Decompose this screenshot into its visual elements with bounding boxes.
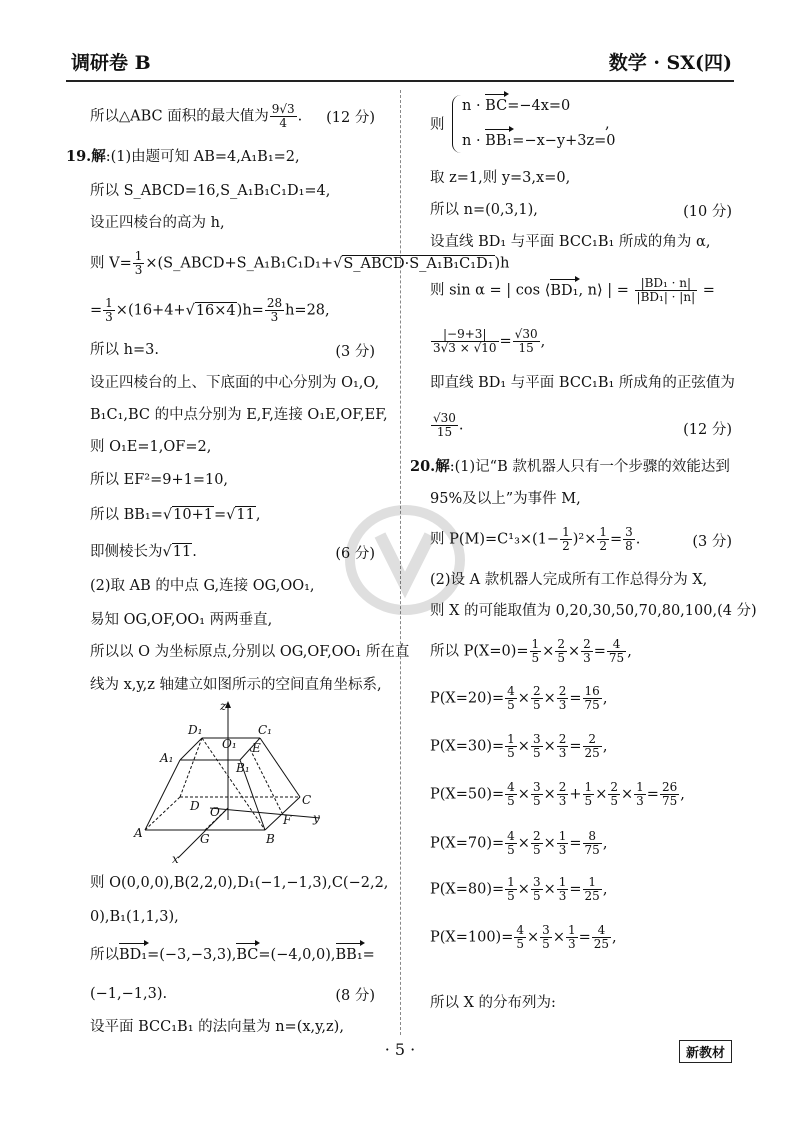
- numerator: 8: [583, 830, 602, 844]
- text-line: 所以 n=(0,3,1),: [430, 202, 538, 218]
- numerator: 3: [625, 525, 633, 539]
- text: )h=: [236, 302, 264, 319]
- fraction: [607, 638, 626, 665]
- numerator: 3: [532, 732, 541, 746]
- fraction: [530, 638, 542, 665]
- text-line: 则 X 的可能取值为 0,20,30,50,70,80,100,(4 分): [430, 603, 757, 619]
- formula-line: 即侧棱长为√11.: [90, 544, 197, 560]
- fraction: [634, 781, 646, 808]
- label-A1: A₁: [160, 751, 174, 765]
- score: (12 分): [326, 110, 375, 126]
- denominator: 3√3 × √10: [433, 341, 497, 355]
- text: =: [609, 531, 623, 548]
- vector: BC: [236, 947, 259, 963]
- text-line: 所以以 O 为坐标原点,分别以 OG,OF,OO₁ 所在直: [90, 644, 410, 660]
- radicand: S_ABCD·S_A₁B₁C₁D₁: [343, 255, 494, 272]
- fraction: [557, 733, 569, 760]
- radicand: 11: [236, 507, 255, 523]
- fraction: [597, 526, 609, 553]
- numerator: 1: [584, 780, 593, 794]
- denominator: 5: [610, 794, 618, 808]
- fraction: [583, 830, 602, 857]
- equals-sign: =: [569, 738, 582, 755]
- fraction: [557, 830, 569, 857]
- denominator: 5: [532, 794, 541, 808]
- times-sign: ×: [543, 738, 556, 755]
- label-F: F: [283, 813, 292, 827]
- fraction: [505, 733, 517, 760]
- numerator: 2: [532, 684, 541, 698]
- denominator: 5: [507, 843, 515, 857]
- fraction: [505, 876, 517, 903]
- numerator: 1: [562, 525, 570, 539]
- numerator: 2: [558, 732, 567, 746]
- denominator: 25: [593, 937, 610, 951]
- denominator: 3: [583, 651, 591, 665]
- denominator: 4: [279, 116, 288, 130]
- numerator: 2: [610, 780, 618, 794]
- fraction: [514, 924, 526, 951]
- fraction: [265, 297, 284, 324]
- formula-line: [430, 328, 545, 355]
- text: n ·: [462, 133, 486, 149]
- times-sign: ×: [543, 690, 556, 707]
- numerator: 1: [567, 923, 576, 937]
- text: 所以△ABC 面积的最大值为: [90, 108, 269, 125]
- probability-line: [430, 830, 607, 857]
- denominator: 3: [270, 310, 279, 324]
- label-E: E: [252, 741, 261, 755]
- numerator: 1: [507, 875, 515, 889]
- fraction: [608, 781, 620, 808]
- denominator: 5: [507, 794, 515, 808]
- equation-line: [462, 131, 616, 151]
- label-B1: B₁: [236, 761, 250, 775]
- edge-A1D1: [180, 738, 202, 760]
- times-sign: ×: [517, 738, 530, 755]
- denominator: 5: [532, 746, 541, 760]
- label-A: A: [134, 826, 143, 840]
- text: ,: [602, 881, 608, 898]
- fraction: [583, 876, 602, 903]
- numerator: √30: [514, 327, 538, 341]
- text: P(X=50)=: [430, 786, 505, 803]
- text-line: 所以 h=3.: [90, 342, 159, 358]
- text: P(X=80)=: [430, 881, 505, 898]
- fraction: [583, 733, 602, 760]
- formula-line: [430, 526, 640, 553]
- times-sign: ×: [543, 881, 556, 898]
- label-z: z: [220, 700, 227, 713]
- text: ,: [612, 929, 617, 946]
- denominator: 3: [567, 937, 576, 951]
- vector: BD₁: [550, 282, 579, 299]
- page-number: · 5 ·: [384, 1040, 416, 1059]
- text: .: [192, 544, 197, 560]
- text: 则 P(M)=C¹₃×(1−: [430, 531, 560, 548]
- numerator: 1: [558, 829, 567, 843]
- times-sign: ×: [517, 835, 530, 852]
- text-line: 0),B₁(1,1,3),: [90, 909, 179, 925]
- text-line: 所以 X 的分布列为:: [430, 995, 556, 1011]
- score: (3 分): [692, 534, 732, 550]
- question-number: 20.: [410, 458, 436, 475]
- fraction: [270, 103, 297, 130]
- numerator: 1: [583, 876, 602, 890]
- text: P(X=30)=: [430, 738, 505, 755]
- fraction: [540, 924, 552, 951]
- denominator: 5: [507, 698, 515, 712]
- equals-sign: =: [569, 835, 582, 852]
- numerator: 26: [661, 780, 678, 794]
- edge-DD1: [180, 738, 202, 797]
- denominator: 5: [516, 937, 525, 951]
- denominator: 3: [558, 698, 567, 712]
- times-sign: ×: [552, 929, 565, 946]
- text-line: 取 z=1,则 y=3,x=0,: [430, 170, 571, 186]
- numerator: 2: [558, 684, 567, 698]
- numerator: 2: [532, 829, 541, 843]
- score: (10 分): [683, 204, 732, 220]
- text: ,: [255, 507, 261, 523]
- edge-AA1: [145, 760, 180, 830]
- fraction: [531, 830, 543, 857]
- denominator: 75: [584, 843, 600, 857]
- probability-line: [430, 876, 607, 903]
- times-sign: ×: [517, 881, 530, 898]
- fraction: [560, 526, 572, 553]
- probability-line: [430, 733, 607, 760]
- header-right-title: 数学 · SX(四): [608, 52, 732, 74]
- times-sign: ×: [543, 786, 556, 803]
- numerator: 3: [532, 875, 541, 889]
- text-line: 设正四棱台的上、下底面的中心分别为 O₁,O,: [90, 375, 380, 391]
- text: =(−3,−3,3),: [147, 947, 237, 963]
- numerator: 1: [599, 525, 607, 539]
- fraction: [505, 830, 517, 857]
- text: =: [362, 947, 375, 963]
- numerator: 2: [558, 780, 567, 794]
- text-line: (−1,−1,3).: [90, 986, 168, 1002]
- denominator: 5: [542, 937, 550, 951]
- numerator: 3: [542, 923, 550, 937]
- numerator: 4: [507, 829, 515, 843]
- text-line: 设正四棱台的高为 h,: [90, 215, 225, 231]
- text: =: [213, 507, 227, 523]
- text: ×(S_ABCD+S_A₁B₁C₁D₁+: [145, 255, 334, 272]
- text: n ·: [462, 98, 486, 114]
- text: P(X=20)=: [430, 690, 505, 707]
- text: 则: [430, 117, 445, 133]
- label-C: C: [302, 793, 312, 807]
- equation-line: [462, 96, 570, 116]
- times-sign: ×: [517, 786, 530, 803]
- fraction: [531, 781, 543, 808]
- times-sign: ×: [620, 786, 634, 803]
- label-D: D: [190, 799, 200, 813]
- header-rule: [66, 80, 734, 82]
- numerator: 3: [532, 780, 541, 794]
- numerator: 1: [134, 249, 143, 263]
- numerator: 16: [584, 684, 600, 698]
- probability-line: [430, 924, 617, 951]
- fraction: [557, 876, 569, 903]
- answer-line: 所以△ABC 面积的最大值为 $\frac{9√3}{4}$ .: [90, 102, 303, 130]
- text: :(1)记“B 款机器人只有一个步骤的效能达到: [449, 459, 730, 475]
- numerator: 2: [583, 637, 591, 651]
- fraction: [505, 781, 517, 808]
- text-line: (2)取 AB 的中点 G,连接 OG,OO₁,: [90, 578, 315, 594]
- denominator: 15: [518, 341, 534, 355]
- segment-EF: [250, 749, 282, 813]
- solution-label: 解: [435, 458, 450, 475]
- text-line: 易知 OG,OF,OO₁ 两两垂直,: [90, 612, 273, 628]
- numerator: 4: [516, 923, 525, 937]
- label-G: G: [200, 832, 210, 846]
- fraction: [531, 733, 543, 760]
- fraction: [566, 924, 578, 951]
- text: ,: [540, 333, 546, 350]
- fraction: [557, 781, 569, 808]
- label-B: B: [266, 832, 275, 846]
- formula-line: [430, 412, 464, 439]
- text: ,: [602, 738, 608, 755]
- text: ,: [627, 643, 632, 660]
- text: =: [702, 282, 715, 299]
- numerator: 28: [266, 296, 283, 310]
- header-left-title: 调研卷 B: [71, 52, 151, 74]
- text: 所以 P(X=0)=: [430, 643, 529, 660]
- radicand: 10+1: [173, 507, 213, 523]
- text: :(1)由题可知 AB=4,A₁B₁=2,: [105, 149, 300, 165]
- text: =−4x=0: [507, 98, 571, 114]
- denominator: 25: [584, 746, 600, 760]
- denominator: 3: [558, 746, 567, 760]
- fraction: [583, 781, 595, 808]
- denominator: 25: [584, 889, 600, 903]
- text: P(X=70)=: [430, 835, 505, 852]
- formula-line: 则 V= $\frac{1}{3}$ ×(S_ABCD+S_A₁B₁C₁D₁+√S_ABCD·S_A₁B₁C₁D₁)h: [90, 249, 510, 277]
- fraction: [635, 277, 698, 304]
- score: (3 分): [335, 344, 375, 360]
- label-O1: O₁: [222, 737, 237, 751]
- score: (8 分): [335, 988, 375, 1004]
- numerator: 1: [105, 296, 113, 310]
- text: .: [635, 531, 641, 548]
- text: 所以: [90, 947, 119, 963]
- fraction: [431, 412, 458, 439]
- vector: BD₁: [119, 947, 148, 963]
- edge-CC1: [260, 738, 300, 797]
- denominator: 2: [599, 539, 607, 553]
- times-sign: ×: [543, 835, 556, 852]
- label-O: O: [210, 805, 220, 819]
- text: .: [458, 417, 464, 434]
- denominator: 15: [436, 425, 453, 439]
- denominator: 8: [625, 539, 633, 553]
- text-line: 设直线 BD₁ 与平面 BCC₁B₁ 所成的角为 α,: [430, 234, 711, 250]
- fraction: [581, 638, 593, 665]
- text: 即侧棱长为: [90, 544, 163, 560]
- edition-badge: 新教材: [679, 1040, 732, 1063]
- denominator: 5: [507, 746, 515, 760]
- vector: BB₁: [485, 133, 513, 149]
- denominator: 75: [661, 794, 678, 808]
- radicand: 11: [172, 544, 192, 560]
- plus-sign: +: [569, 786, 582, 803]
- fraction: [623, 526, 635, 553]
- times-sign: ×: [527, 929, 540, 946]
- numerator: 9√3: [271, 102, 295, 116]
- fraction: [133, 250, 145, 277]
- fraction: [660, 781, 679, 808]
- text-line: (2)设 A 款机器人完成所有工作总得分为 X,: [430, 572, 708, 588]
- numerator: 4: [507, 684, 515, 698]
- text: =−x−y+3z=0: [512, 133, 616, 149]
- text: 所以 BB₁=: [90, 507, 163, 523]
- text: =: [90, 302, 103, 319]
- denominator: 5: [532, 698, 541, 712]
- text: ,: [680, 786, 685, 803]
- fraction: [103, 297, 115, 324]
- numerator: 1: [507, 732, 515, 746]
- fraction: [531, 876, 543, 903]
- numerator: |BD₁ · n|: [635, 277, 698, 291]
- fraction: [431, 328, 499, 355]
- denominator: 3: [134, 263, 143, 277]
- text-line: 即直线 BD₁ 与平面 BCC₁B₁ 所成角的正弦值为: [430, 375, 735, 391]
- equals-sign: =: [569, 690, 582, 707]
- text-line: B₁C₁,BC 的中点分别为 E,F,连接 O₁E,OF,EF,: [90, 407, 388, 423]
- numerator: 2: [583, 733, 602, 747]
- text: 则 V=: [90, 255, 132, 272]
- fraction: [557, 685, 569, 712]
- text: ,: [605, 116, 610, 132]
- solution-label: 解: [91, 148, 106, 165]
- denominator: 5: [507, 889, 515, 903]
- label-D1: D₁: [188, 723, 203, 737]
- numerator: 1: [636, 780, 644, 794]
- formula-line: = $\frac{1}{3}$ ×(16+4+√16×4)h= $\frac{28}{3}$ h=28,: [90, 296, 330, 324]
- denominator: 3: [558, 843, 567, 857]
- probability-line: [430, 685, 607, 712]
- fraction: [583, 685, 602, 712]
- frustum-coordinate-figure: [130, 700, 330, 865]
- denominator: 75: [608, 651, 625, 665]
- score: (6 分): [335, 546, 375, 562]
- text: 则 sin α = | cos ⟨: [430, 282, 551, 299]
- numerator: |−9+3|: [431, 328, 499, 342]
- numerator: 2: [557, 637, 565, 651]
- numerator: 4: [507, 780, 515, 794]
- fraction: [513, 328, 540, 355]
- text: ,: [602, 835, 608, 852]
- denominator: 5: [584, 794, 593, 808]
- denominator: 5: [557, 651, 565, 665]
- denominator: 2: [562, 539, 570, 553]
- text: , n⟩ | =: [578, 282, 629, 299]
- radicand: 16×4: [195, 302, 236, 319]
- times-sign: ×: [567, 643, 581, 660]
- text: ×(16+4+: [115, 302, 186, 319]
- text-line: 则 O₁E=1,OF=2,: [90, 439, 212, 455]
- equals-sign: =: [569, 881, 582, 898]
- label-x: x: [172, 852, 179, 865]
- label-C1: C₁: [258, 723, 272, 737]
- numerator: √30: [433, 411, 456, 425]
- formula-line: [430, 277, 715, 304]
- numerator: 4: [592, 924, 611, 938]
- times-sign: ×: [542, 643, 555, 660]
- text: )h: [494, 255, 510, 272]
- vector-line: [90, 945, 375, 965]
- question-20-start: [410, 457, 730, 477]
- text: =: [499, 333, 512, 350]
- label-y: y: [313, 811, 320, 825]
- denominator: 5: [532, 843, 541, 857]
- times-sign: ×: [595, 786, 608, 803]
- text: =(−4,0,0),: [258, 947, 336, 963]
- numerator: 4: [607, 638, 626, 652]
- times-sign: ×: [517, 690, 530, 707]
- equals-sign: =: [578, 929, 591, 946]
- denominator: 3: [636, 794, 644, 808]
- question-19-start: [66, 147, 300, 167]
- denominator: 3: [558, 794, 567, 808]
- equals-sign: =: [646, 786, 659, 803]
- fraction: [505, 685, 517, 712]
- score: (12 分): [683, 422, 732, 438]
- page-header: [0, 0, 800, 85]
- text-line: 设平面 BCC₁B₁ 的法向量为 n=(x,y,z),: [90, 1019, 344, 1035]
- formula-line: 所以 BB₁=√10+1=√11,: [90, 507, 261, 523]
- system-brace: [452, 95, 461, 153]
- numerator: 1: [558, 875, 567, 889]
- denominator: 3: [105, 310, 113, 324]
- question-number: 19.: [66, 148, 92, 165]
- text: h=28,: [285, 302, 330, 319]
- fraction: [555, 638, 567, 665]
- text-line: 所以 S_ABCD=16,S_A₁B₁C₁D₁=4,: [90, 183, 331, 199]
- denominator: 75: [584, 698, 600, 712]
- probability-line: [430, 781, 685, 808]
- fraction: [592, 924, 611, 951]
- vector: BC: [485, 98, 508, 114]
- text-line: 95%及以上”为事件 M,: [430, 491, 581, 507]
- text-line: 则 O(0,0,0),B(2,2,0),D₁(−1,−1,3),C(−2,2,: [90, 875, 389, 891]
- text-line: 线为 x,y,z 轴建立如图所示的空间直角坐标系,: [90, 677, 382, 693]
- denominator: 5: [532, 889, 541, 903]
- fraction: [531, 685, 543, 712]
- denominator: |BD₁| · |n|: [636, 290, 696, 304]
- text-line: 所以 EF²=9+1=10,: [90, 472, 229, 488]
- denominator: 3: [558, 889, 567, 903]
- text: )²×: [572, 531, 597, 548]
- vector: BB₁: [335, 947, 363, 963]
- numerator: 1: [531, 637, 540, 651]
- text: ,: [602, 690, 608, 707]
- edge-AD: [145, 797, 180, 830]
- text: P(X=100)=: [430, 929, 514, 946]
- denominator: 5: [531, 651, 540, 665]
- probability-line: [430, 638, 632, 665]
- equals-sign: =: [593, 643, 606, 660]
